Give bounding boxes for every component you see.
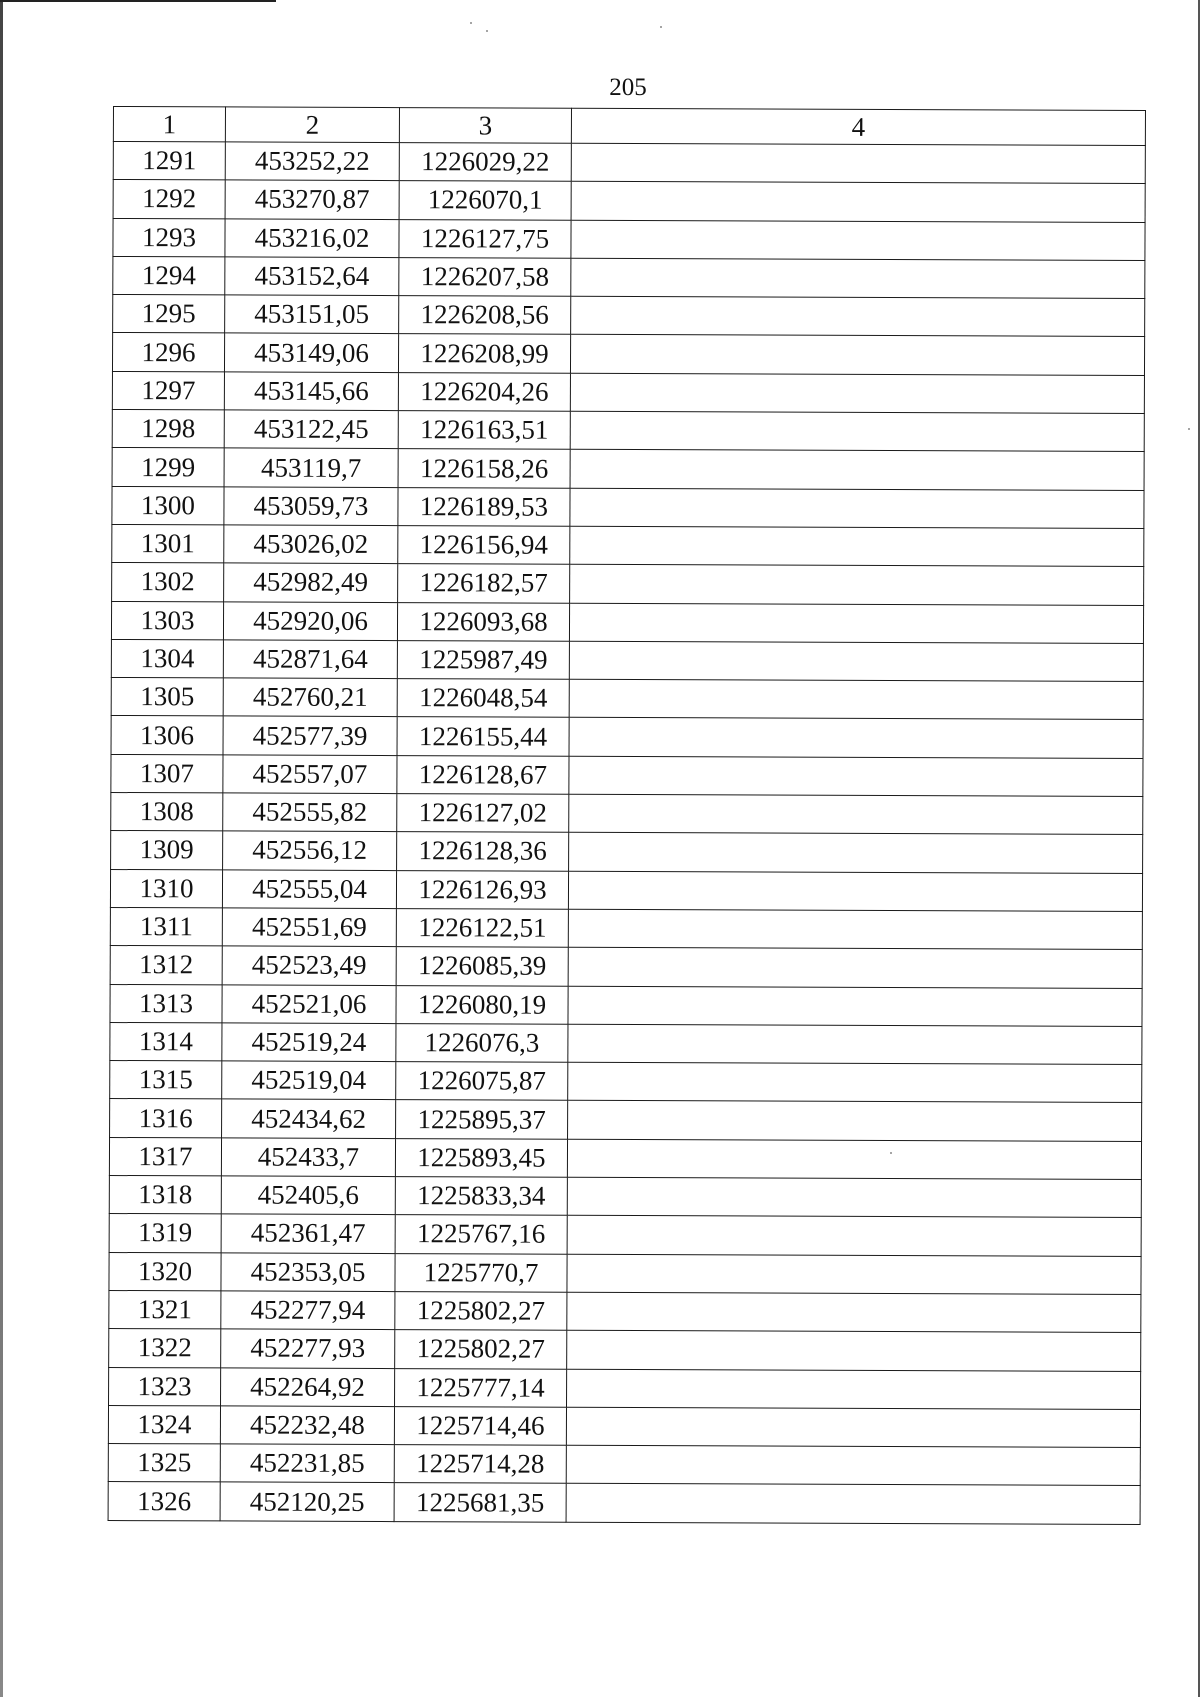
point-number-cell: 1297 (112, 371, 224, 410)
point-number-cell: 1312 (110, 946, 222, 985)
x-coordinate-cell: 452521,06 (222, 984, 396, 1023)
x-coordinate-cell: 453119,7 (224, 448, 398, 487)
note-cell (568, 909, 1142, 950)
column-header-1: 1 (113, 107, 225, 142)
coordinates-table (108, 106, 1146, 1525)
table-row (112, 524, 1144, 566)
point-number-cell: 1299 (112, 448, 224, 487)
x-coordinate-cell: 453059,73 (224, 487, 398, 526)
point-number-cell: 1309 (111, 831, 223, 870)
table-row (110, 869, 1142, 911)
note-cell (567, 1254, 1141, 1295)
table-row (113, 218, 1145, 260)
table-row (109, 1290, 1141, 1332)
y-coordinate-cell: 1226122,51 (396, 909, 568, 948)
point-number-cell: 1323 (109, 1367, 221, 1406)
note-cell (569, 603, 1143, 644)
y-coordinate-cell: 1226127,02 (397, 794, 569, 833)
scan-left-edge (0, 0, 3, 1697)
column-header-3: 3 (399, 108, 571, 144)
point-number-cell: 1318 (109, 1176, 221, 1215)
point-number-cell: 1303 (111, 601, 223, 640)
x-coordinate-cell: 452264,92 (221, 1367, 395, 1406)
point-number-cell: 1305 (111, 678, 223, 717)
x-coordinate-cell: 452557,07 (223, 755, 397, 794)
point-number-cell: 1306 (111, 716, 223, 755)
note-cell (570, 526, 1144, 567)
y-coordinate-cell: 1226029,22 (399, 143, 571, 182)
x-coordinate-cell: 453216,02 (225, 219, 399, 258)
y-coordinate-cell: 1226070,1 (399, 181, 571, 220)
x-coordinate-cell: 452353,05 (221, 1253, 395, 1292)
point-number-cell: 1313 (110, 984, 222, 1023)
point-number-cell: 1311 (110, 907, 222, 946)
y-coordinate-cell: 1225681,35 (394, 1483, 566, 1522)
note-cell (571, 182, 1145, 223)
note-cell (570, 373, 1144, 414)
table-row (109, 1214, 1141, 1256)
table-row (110, 1099, 1142, 1141)
y-coordinate-cell: 1226158,26 (398, 449, 570, 488)
column-header-4: 4 (571, 108, 1145, 145)
x-coordinate-cell: 452523,49 (222, 946, 396, 985)
x-coordinate-cell: 453252,22 (225, 142, 399, 181)
x-coordinate-cell: 452434,62 (222, 1099, 396, 1138)
note-cell (570, 488, 1144, 529)
note-cell (566, 1407, 1140, 1448)
x-coordinate-cell: 453151,05 (225, 295, 399, 334)
note-cell (566, 1445, 1140, 1486)
y-coordinate-cell: 1226093,68 (397, 602, 569, 641)
note-cell (568, 947, 1142, 988)
x-coordinate-cell: 452277,93 (221, 1329, 395, 1368)
point-number-cell: 1324 (108, 1405, 220, 1444)
x-coordinate-cell: 453149,06 (224, 333, 398, 372)
x-coordinate-cell: 452556,12 (223, 831, 397, 870)
table-row (110, 946, 1142, 988)
x-coordinate-cell: 452120,25 (220, 1482, 394, 1521)
note-cell (571, 296, 1145, 337)
x-coordinate-cell: 452577,39 (223, 716, 397, 755)
x-coordinate-cell: 452982,49 (224, 563, 398, 602)
note-cell (569, 756, 1143, 797)
point-number-cell: 1320 (109, 1252, 221, 1291)
y-coordinate-cell: 1226076,3 (396, 1023, 568, 1062)
table-row (112, 448, 1144, 490)
y-coordinate-cell: 1226048,54 (397, 679, 569, 718)
note-cell (571, 220, 1145, 261)
note-cell (571, 258, 1145, 299)
table-row (108, 1405, 1140, 1447)
y-coordinate-cell: 1225895,37 (396, 1100, 568, 1139)
x-coordinate-cell: 452551,69 (222, 908, 396, 947)
table-row (109, 1329, 1141, 1371)
table-body (108, 142, 1145, 1525)
note-cell (567, 1330, 1141, 1371)
point-number-cell: 1326 (108, 1482, 220, 1521)
table-row (109, 1176, 1141, 1218)
y-coordinate-cell: 1226128,67 (397, 755, 569, 794)
table-row (112, 371, 1144, 413)
x-coordinate-cell: 452433,7 (221, 1138, 395, 1177)
y-coordinate-cell: 1226127,75 (399, 219, 571, 258)
y-coordinate-cell: 1226156,94 (398, 526, 570, 565)
point-number-cell: 1302 (112, 563, 224, 602)
note-cell (568, 986, 1142, 1027)
table-row (110, 907, 1142, 949)
x-coordinate-cell: 452555,82 (223, 793, 397, 832)
x-coordinate-cell: 452232,48 (220, 1406, 394, 1445)
note-cell (569, 718, 1143, 759)
x-coordinate-cell: 452277,94 (221, 1291, 395, 1330)
y-coordinate-cell: 1225714,28 (394, 1445, 566, 1484)
table-row (113, 256, 1145, 298)
point-number-cell: 1321 (109, 1290, 221, 1329)
table-row (112, 333, 1144, 375)
x-coordinate-cell: 452555,04 (222, 870, 396, 909)
x-coordinate-cell: 452519,24 (222, 1023, 396, 1062)
point-number-cell: 1317 (109, 1137, 221, 1176)
table-row (109, 1367, 1141, 1409)
y-coordinate-cell: 1225802,27 (395, 1291, 567, 1330)
y-coordinate-cell: 1226085,39 (396, 947, 568, 986)
scan-speck (660, 26, 662, 28)
point-number-cell: 1325 (108, 1444, 220, 1483)
note-cell (570, 411, 1144, 452)
y-coordinate-cell: 1225767,16 (395, 1215, 567, 1254)
scan-speck (1188, 428, 1190, 430)
note-cell (569, 679, 1143, 720)
note-cell (569, 794, 1143, 835)
point-number-cell: 1292 (113, 180, 225, 219)
x-coordinate-cell: 453152,64 (225, 257, 399, 296)
x-coordinate-cell: 452920,06 (223, 601, 397, 640)
note-cell (570, 565, 1144, 606)
x-coordinate-cell: 453122,45 (224, 410, 398, 449)
point-number-cell: 1298 (112, 410, 224, 449)
point-number-cell: 1314 (110, 1022, 222, 1061)
note-cell (566, 1484, 1140, 1525)
point-number-cell: 1322 (109, 1329, 221, 1368)
y-coordinate-cell: 1226155,44 (397, 717, 569, 756)
note-cell (567, 1139, 1141, 1180)
table-row (112, 486, 1144, 528)
y-coordinate-cell: 1226163,51 (398, 411, 570, 450)
point-number-cell: 1304 (111, 639, 223, 678)
table-row (111, 678, 1143, 720)
y-coordinate-cell: 1225833,34 (395, 1177, 567, 1216)
x-coordinate-cell: 452760,21 (223, 678, 397, 717)
note-cell (570, 335, 1144, 376)
x-coordinate-cell: 453026,02 (224, 525, 398, 564)
table-row (112, 563, 1144, 605)
table-row (111, 831, 1143, 873)
point-number-cell: 1301 (112, 524, 224, 563)
table-row (111, 754, 1143, 796)
y-coordinate-cell: 1225770,7 (395, 1253, 567, 1292)
table-row (111, 639, 1143, 681)
table-row (109, 1252, 1141, 1294)
note-cell (569, 641, 1143, 682)
y-coordinate-cell: 1226204,26 (398, 372, 570, 411)
x-coordinate-cell: 452361,47 (221, 1214, 395, 1253)
point-number-cell: 1307 (111, 754, 223, 793)
y-coordinate-cell: 1226207,58 (399, 257, 571, 296)
y-coordinate-cell: 1226189,53 (398, 487, 570, 526)
y-coordinate-cell: 1226208,56 (399, 296, 571, 335)
note-cell (567, 1177, 1141, 1218)
y-coordinate-cell: 1226208,99 (398, 334, 570, 373)
y-coordinate-cell: 1226128,36 (397, 832, 569, 871)
table-row (111, 793, 1143, 835)
y-coordinate-cell: 1225714,46 (394, 1406, 566, 1445)
point-number-cell: 1293 (113, 218, 225, 257)
x-coordinate-cell: 452405,6 (221, 1176, 395, 1215)
table-header-row (113, 107, 1145, 146)
table-row (112, 410, 1144, 452)
note-cell (567, 1369, 1141, 1410)
point-number-cell: 1319 (109, 1214, 221, 1253)
y-coordinate-cell: 1225987,49 (397, 640, 569, 679)
point-number-cell: 1310 (110, 869, 222, 908)
table-row (111, 716, 1143, 758)
x-coordinate-cell: 453270,87 (225, 180, 399, 219)
point-number-cell: 1315 (110, 1061, 222, 1100)
point-number-cell: 1300 (112, 486, 224, 525)
y-coordinate-cell: 1226182,57 (398, 564, 570, 603)
table-row (110, 984, 1142, 1026)
y-coordinate-cell: 1226126,93 (396, 870, 568, 909)
note-cell (568, 1101, 1142, 1142)
point-number-cell: 1308 (111, 793, 223, 832)
y-coordinate-cell: 1225777,14 (395, 1368, 567, 1407)
point-number-cell: 1294 (113, 256, 225, 295)
x-coordinate-cell: 452519,04 (222, 1061, 396, 1100)
table-row (108, 1482, 1140, 1524)
table-row (110, 1061, 1142, 1103)
scan-top-rule (0, 0, 276, 2)
note-cell (567, 1292, 1141, 1333)
point-number-cell: 1316 (110, 1099, 222, 1138)
table-row (113, 142, 1145, 184)
y-coordinate-cell: 1226075,87 (396, 1062, 568, 1101)
x-coordinate-cell: 452871,64 (223, 640, 397, 679)
table-row (113, 295, 1145, 337)
note-cell (568, 1062, 1142, 1103)
scan-speck (486, 30, 488, 32)
point-number-cell: 1295 (113, 295, 225, 334)
y-coordinate-cell: 1226080,19 (396, 985, 568, 1024)
note-cell (567, 1216, 1141, 1257)
table-row (109, 1137, 1141, 1179)
scan-speck (470, 22, 472, 24)
y-coordinate-cell: 1225893,45 (395, 1138, 567, 1177)
page-number: 205 (609, 74, 647, 101)
y-coordinate-cell: 1225802,27 (395, 1330, 567, 1369)
point-number-cell: 1296 (112, 333, 224, 372)
column-header-2: 2 (225, 107, 399, 143)
x-coordinate-cell: 453145,66 (224, 372, 398, 411)
point-number-cell: 1291 (113, 142, 225, 181)
table-row (111, 601, 1143, 643)
note-cell (569, 833, 1143, 874)
table-row (108, 1444, 1140, 1486)
note-cell (571, 143, 1145, 184)
table-row (113, 180, 1145, 222)
table-row (110, 1022, 1142, 1064)
x-coordinate-cell: 452231,85 (220, 1444, 394, 1483)
note-cell (568, 871, 1142, 912)
note-cell (570, 450, 1144, 491)
note-cell (568, 1024, 1142, 1065)
